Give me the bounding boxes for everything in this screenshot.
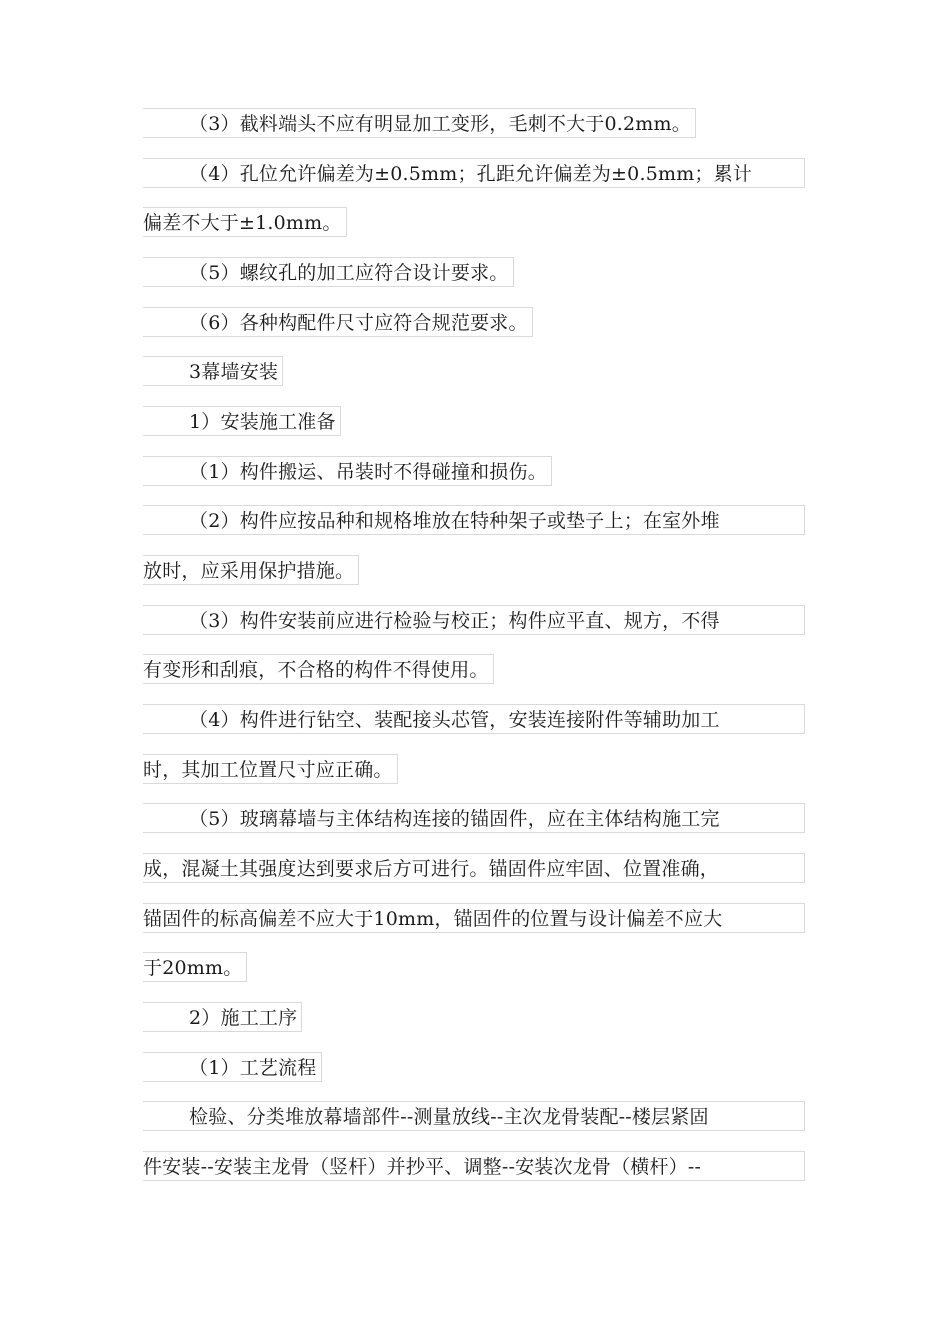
- text-line: （1）构件搬运、吊装时不得碰撞和损伤。: [143, 456, 552, 486]
- text-line: （4）孔位允许偏差为±0.5mm；孔距允许偏差为±0.5mm；累计: [143, 158, 805, 188]
- text-line: 件安装--安装主龙骨（竖杆）并抄平、调整--安装次龙骨（横杆）--: [143, 1151, 805, 1181]
- text-line: 检验、分类堆放幕墙部件--测量放线--主次龙骨装配--楼层紧固: [143, 1101, 805, 1131]
- text-line: 锚固件的标高偏差不应大于10mm，锚固件的位置与设计偏差不应大: [143, 903, 805, 933]
- text-line: 偏差不大于±1.0mm。: [143, 207, 347, 237]
- text-line: （5）玻璃幕墙与主体结构连接的锚固件，应在主体结构施工完: [143, 803, 805, 833]
- text-line: 时，其加工位置尺寸应正确。: [143, 754, 398, 784]
- text-line: 放时，应采用保护措施。: [143, 555, 359, 585]
- text-line: （3）截料端头不应有明显加工变形，毛刺不大于0.2mm。: [143, 108, 696, 138]
- text-line: （4）构件进行钻空、装配接头芯管，安装连接附件等辅助加工: [143, 704, 805, 734]
- text-line: （6）各种构配件尺寸应符合规范要求。: [143, 307, 533, 337]
- section-heading: 3幕墙安装: [143, 356, 283, 386]
- text-line: （1）工艺流程: [143, 1052, 322, 1082]
- subsection-heading: 2）施工工序: [143, 1002, 302, 1032]
- text-line: 成，混凝土其强度达到要求后方可进行。锚固件应牢固、位置准确，: [143, 853, 805, 883]
- text-line: （2）构件应按品种和规格堆放在特种架子或垫子上；在室外堆: [143, 505, 805, 535]
- text-line: 于20mm。: [143, 952, 247, 982]
- text-line: （5）螺纹孔的加工应符合设计要求。: [143, 257, 514, 287]
- subsection-heading: 1）安装施工准备: [143, 406, 341, 436]
- text-line: （3）构件安装前应进行检验与校正；构件应平直、规方，不得: [143, 605, 805, 635]
- text-line: 有变形和刮痕，不合格的构件不得使用。: [143, 654, 494, 684]
